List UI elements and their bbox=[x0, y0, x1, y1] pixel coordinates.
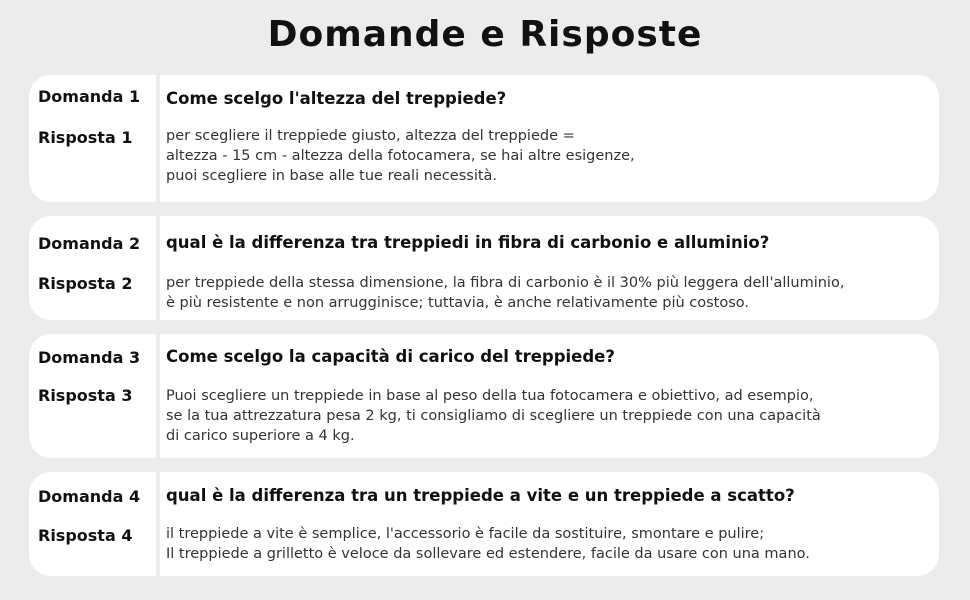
answer-label: Risposta 2 bbox=[38, 274, 133, 293]
answer-text bbox=[166, 273, 844, 313]
faq-card-2 bbox=[29, 216, 939, 320]
faq-card-1 bbox=[29, 75, 939, 202]
answer-line: Il treppiede a grilletto è veloce da sollevare ed estendere, facile da usare con una mano. bbox=[166, 546, 810, 562]
question-text: qual è la differenza tra un treppiede a vite e un treppiede a scatto? bbox=[166, 486, 795, 505]
answer-line: per treppiede della stessa dimensione, la fibra di carbonio è il 30% più leggera dell'alluminio, bbox=[166, 275, 845, 291]
question-label: Domanda 2 bbox=[38, 234, 141, 253]
answer-line: se la tua attrezzatura pesa 2 kg, ti consigliamo di scegliere un treppiede con una capacità bbox=[166, 408, 821, 424]
answer-line: puoi scegliere in base alle tue reali necessità. bbox=[166, 168, 498, 184]
faq-card-4 bbox=[29, 472, 939, 576]
answer-label: Risposta 1 bbox=[38, 128, 133, 147]
question-label: Domanda 4 bbox=[38, 487, 141, 506]
answer-text bbox=[166, 126, 635, 186]
answer-line: Puoi scegliere un treppiede in base al peso della tua fotocamera e obiettivo, ad esempio, bbox=[166, 388, 814, 404]
answer-text bbox=[166, 386, 821, 446]
faq-divider bbox=[156, 472, 160, 576]
answer-line: il treppiede a vite è semplice, l'accessorio è facile da sostituire, smontare e pulire; bbox=[166, 526, 765, 542]
faq-divider bbox=[156, 216, 160, 320]
answer-line: per scegliere il treppiede giusto, altezza del treppiede = bbox=[166, 128, 575, 144]
answer-line: è più resistente e non arrugginisce; tuttavia, è anche relativamente più costoso. bbox=[166, 295, 750, 311]
answer-line: di carico superiore a 4 kg. bbox=[166, 428, 355, 444]
answer-line: altezza - 15 cm - altezza della fotocamera, se hai altre esigenze, bbox=[166, 148, 635, 164]
question-label: Domanda 3 bbox=[38, 348, 141, 367]
question-text: qual è la differenza tra treppiedi in fibra di carbonio e alluminio? bbox=[166, 233, 770, 252]
page-title: Domande e Risposte bbox=[267, 14, 703, 55]
faq-card-3 bbox=[29, 334, 939, 458]
question-text: Come scelgo la capacità di carico del treppiede? bbox=[166, 347, 615, 366]
question-label: Domanda 1 bbox=[38, 87, 141, 106]
faq-divider bbox=[156, 334, 160, 458]
answer-text bbox=[166, 524, 810, 564]
answer-label: Risposta 4 bbox=[38, 526, 133, 545]
question-text: Come scelgo l'altezza del treppiede? bbox=[166, 89, 507, 108]
answer-label: Risposta 3 bbox=[38, 386, 133, 405]
faq-divider bbox=[156, 75, 160, 202]
